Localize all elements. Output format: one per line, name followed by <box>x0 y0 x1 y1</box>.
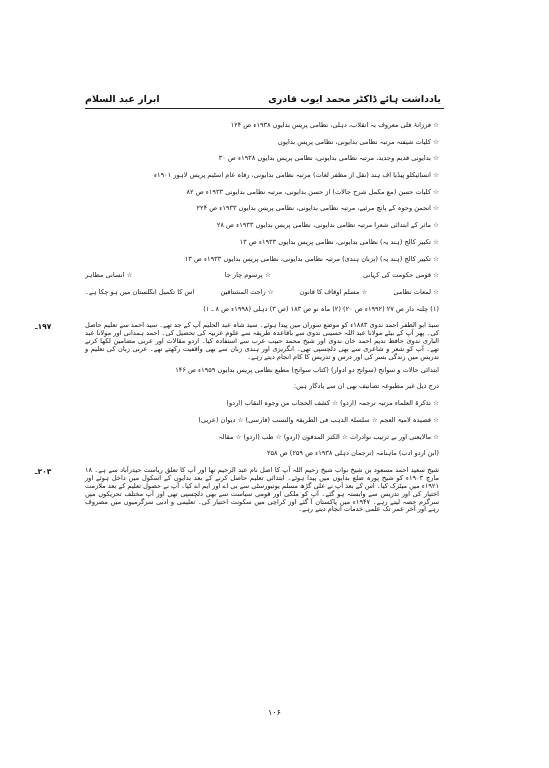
list-item: ☆ تکبیر کالج (ہند یہ) (بزبان ہندی) مرتبہ نظامی بدایونی، نظامی پریس بدایوں ۱۹۳۳ء ص ۱۳ <box>184 255 439 263</box>
title-entry: ☆ لمعات نظامی <box>393 288 439 296</box>
title-entry: ☆ مسلم اوقاف کا قانون <box>299 288 368 296</box>
page-body <box>35 122 440 519</box>
entry-line: درج ذیل غیر مطبوعہ تصانیف بھی ان سے یادگار ہیں: <box>293 383 439 391</box>
running-header-author: ابرار عبد السلام <box>85 94 160 105</box>
list-item: ☆ انسائیکلو پیڈیا آف ہند (نقل از مظفر لغات) مرتبہ نظامی بدایونی، رفاہ عام اسٹیم پریس لاہور ۱۹۰۱ء <box>153 172 439 180</box>
entry-section <box>35 321 439 467</box>
page-number: ۱۰۶ <box>268 708 281 717</box>
title-entry: ☆ راحت المشتاقین <box>220 288 274 296</box>
title-row <box>85 272 439 289</box>
title-entry: ☆ قومی حکومت کی کہانی <box>363 272 439 280</box>
entry-line: (ابن اردو ادب) ماہنامہ (ترجمان دہلی ۱۹۳۸ء ص ۲۵۹) ص ۲۵۸ <box>266 450 439 458</box>
entry-line: ☆ قصیدہ لامیۃ العجم ☆ سلسلۃ الذہب فی الطریقۃ والنسب (فارسی) ☆ دیوان (عربی) <box>198 416 439 424</box>
entry-line: ابتدائی حالات و سوانح (سوانح دو ادوار) (کتاب سوانح) مطبع نظامی پریس بدایوں ۱۹۵۹ء ص ۱۴۶ <box>175 366 439 374</box>
list-item: ☆ کلیات حسن (مع مکمل شرح حالات) از حسن بدایونی، مرتبہ نظامی بدایونی ۱۹۳۳ء ص ۸۲ <box>186 188 439 196</box>
entry-paragraph: شیخ سعید احمد مسعود بن شیخ نواب شیخ رحیم اللہ آپ کا اصل نام عبد الرحیم تھا اور آپ کا تعلق ریاست حیدرآباد سے ہے۔ ۱۸ مارچ ۱۹۰۳ء کو شیخ پورہ ضلع بدایوں میں پیدا ہوئے۔ ابتدائی تعلیم حاصل کرنے کے بعد بدایوں کے اسکول میں داخل ہوئے اور ۱۹۲۱ء میں میٹرک کیا۔ اس کے بعد آپ نے علی گڑھ مسلم یونیورسٹی سے بی اے اور ایم اے کیا۔ آپ نے حصول تعلیم کے بعد ملازمت اختیار کی اور تدریس سے وابستہ ہو گئے۔ آپ کو ملکی اور قومی سیاست سے بھی دلچسپی تھی اور آپ مختلف تحریکوں میں سرگرم حصہ لیتے رہے۔ ۱۹۴۷ء میں پاکستان آ گئے اور کراچی میں سکونت اختیار کی۔ تعلیمی و ادبی سرگرمیوں میں مصروف رہے اور آخر عمر تک علمی خدمات انجام دیتے رہے۔ <box>85 465 440 514</box>
entry-line: ☆ مالایعنی اور بے ترتیب نوادرات ☆ الکنز المدفون (اردو) ☆ طب (اردو) ☆ مقالہ <box>218 433 439 441</box>
list-item: ☆ فرزانۂ فلی معروف بہ انقلاب، دہلی، نظامی پریس بدایوں ۱۹۳۸ء ص ۱۲۴ <box>230 122 439 129</box>
entry-paragraph: سید ابو الظفر احمد ندوی ۱۸۸۳ء کو موضع سوراں میں پیدا ہوئے۔ سید شاہ عبد الحلیم آپ کے جد تھے۔ سید احمد سے تعلیم حاصل کی۔ پھر آپ کے بیٹے مولانا عبد اللہ حسینی ندوی سے باقاعدہ طریقہ سے علوم عربیہ کی تحصیل کی۔ احمد ہمدانی اور مولانا عبد الباری ندوی حافظ ندیم احمد خان ندوی اور شیخ محمد حبیب عرب سے استفادہ کیا۔ اردو مقالات اور عربی مضامین لکھا کرتے تھے۔ آپ کو شعر و شاعری سے بھی دلچسپی تھی۔ انگریزی اور ہندی زبان سے بھی واقفیت رکھتے تھے۔ عربی زبان کی تعلیم و تدریس میں زندگی بسر کی اور درس و تدریس کا کام انجام دیتے رہے۔ <box>85 321 439 361</box>
title-entry: ☆ انسانی مظاہر <box>85 272 133 280</box>
entry-number: ۲۰۳ـ <box>35 466 52 476</box>
entry-section <box>35 465 440 519</box>
entry-line: ☆ تذکرۃ العلماء مرتبہ ترجمہ (اردو) ☆ کشف الحجاب من وجوہ النقاب (اردو) <box>226 400 439 408</box>
list-item: ☆ تکبیر کالج (ہند یہ) نظامی بدایونی، نظامی پریس بدایوں ۱۹۳۳ء ص ۱۳ <box>239 238 439 246</box>
title-row <box>85 289 439 306</box>
title-entry: اس کا تکمیل انگلستان میں ہو چکا ہے۔ <box>85 288 195 296</box>
header-divider <box>85 108 444 109</box>
list-item: ☆ کلیات شیفتہ مرتبہ نظامی بدایونی، نظامی پریس بدایوں <box>277 138 439 146</box>
running-header-title: یادداشت ہائے ڈاکٹر محمد ایوب قادری <box>268 94 441 105</box>
list-item: ☆ ماثر کے ابتدائی شعرا مرتبہ نظامی بدایونی، نظامی پریس بدایوں ۱۹۳۳ء ص ۲۸ <box>216 222 439 230</box>
list-item: ☆ بدایونی قدیم وجدید، مرتبہ نظامی بدایونی، نظامی پریس بدایوں ۱۹۳۸ء ص ۳۰ <box>218 155 439 163</box>
title-entry: ☆ پرسوم چار جا <box>224 272 271 280</box>
list-item: ☆ انجمن وجوہ کے پانچ مرثیے، مرتبہ نظامی بدایونی، نظامی پریس بدایوں ۱۹۳۳ء ص ۲۲۴ <box>196 205 439 213</box>
citation: (۱) چلنہ دار ص ۲۷ (۱۹۹۲ء ص ۲۰) (۲) ماہ نو ص ۱۸۳ (ص ۳) دہلی (۱۹۹۸ء ص ۸ ـ ۱) <box>203 305 439 313</box>
entry-number: ۱۹۷ـ <box>35 322 52 332</box>
